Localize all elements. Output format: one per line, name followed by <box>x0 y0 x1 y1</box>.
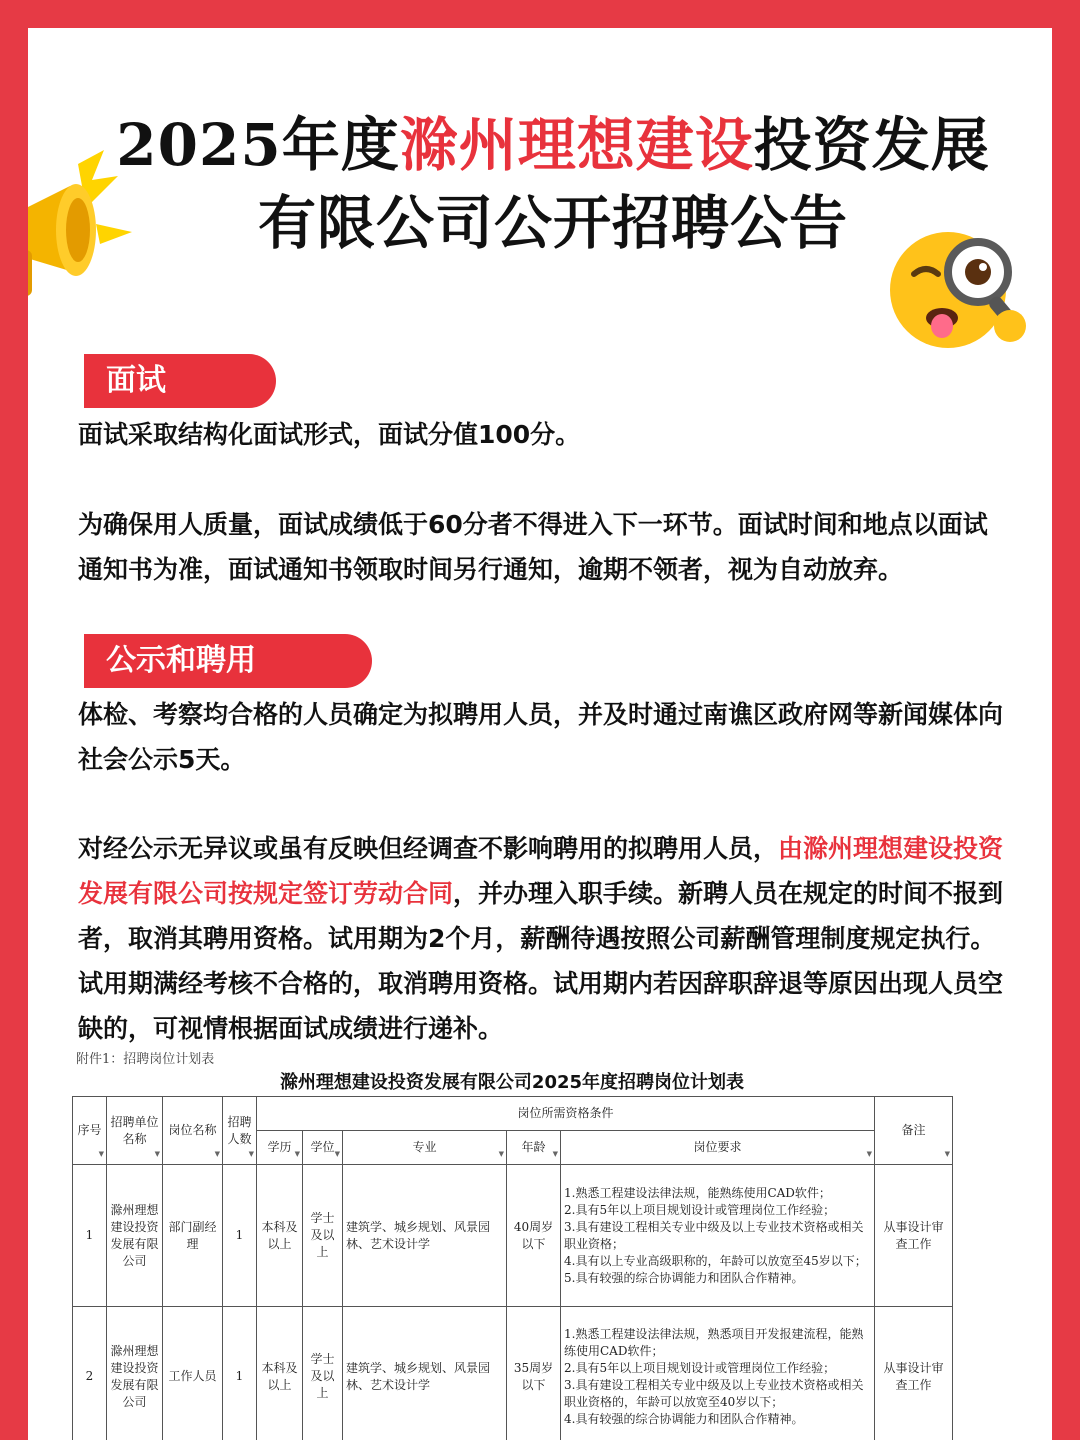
cell-education: 本科及以上 <box>257 1165 303 1307</box>
interview-paragraph-1: 面试采取结构化面试形式，面试分值100分。 <box>78 420 581 449</box>
recruitment-plan-table <box>72 1096 953 1440</box>
title-suffix: 投资发展有限公司公开招聘公告 <box>257 111 990 257</box>
header-remark: 备注 ▼ <box>875 1097 953 1165</box>
cell-seq: 2 <box>73 1307 107 1440</box>
magnifier-emoji-icon <box>886 214 1036 364</box>
attachment-table-image <box>72 1044 952 1440</box>
header-unit: 招聘单位名称 ▼ <box>107 1097 163 1165</box>
attachment-note: 附件1：招聘岗位计划表 <box>76 1052 215 1067</box>
cell-unit: 滁州理想建设投资发展有限公司 <box>107 1307 163 1440</box>
header-degree: 学位 ▼ <box>303 1131 343 1165</box>
table-row <box>73 1307 953 1440</box>
cell-duties: 1.熟悉工程建设法律法规，熟悉项目开发报建流程，能熟练使用CAD软件； 2.具有5年以上项目规划设计或管理岗位工作经验； 3.具有建设工程相关专业中级及以上专业技术资格或相关职业资格的，年龄可以放宽至40岁以下； 4.具有较强的综合协调能力和团队合作精神。 <box>561 1307 875 1440</box>
header-count: 招聘人数 ▼ <box>223 1097 257 1165</box>
cell-position: 部门副经理 <box>163 1165 223 1307</box>
page-title <box>88 106 1018 262</box>
cell-education: 本科及以上 <box>257 1307 303 1440</box>
section-heading-publicity: 公示和聘用 <box>84 634 372 688</box>
publicity-p2-highlight: 由滁州理想建设投资发展有限公司按规定签订劳动合同 <box>78 834 1004 908</box>
section-heading-interview: 面试 <box>84 354 276 408</box>
title-prefix: 2025年度 <box>116 111 400 179</box>
interview-paragraph-2: 为确保用人质量，面试成绩低于60分者不得进入下一环节。面试时间和地点以面试通知书为准，面试通知书领取时间另行通知，逾期不领者，视为自动放弃。 <box>78 510 988 584</box>
header-major: 专业 ▼ <box>343 1131 507 1165</box>
cell-remark: 从事设计审查工作 <box>875 1165 953 1307</box>
poster-page <box>28 28 1052 1440</box>
header-duties: 岗位要求 ▼ <box>561 1131 875 1165</box>
title-highlight: 滁州理想建设 <box>399 111 754 179</box>
publicity-p2-end: ，并办理入职手续。新聘人员在规定的时间不报到者，取消其聘用资格。试用期为2个月，薪酬待遇按照公司薪酬管理制度规定执行。试用期满经考核不合格的，取消聘用资格。试用期内若因辞职辞退等原因出现人员空缺的，可视情根据面试成绩进行递补。 <box>78 879 1004 1043</box>
cell-unit: 滁州理想建设投资发展有限公司 <box>107 1165 163 1307</box>
header-position: 岗位名称 ▼ <box>163 1097 223 1165</box>
cell-major: 建筑学、城乡规划、风景园林、艺术设计学 <box>343 1165 507 1307</box>
cell-remark: 从事设计审查工作 <box>875 1307 953 1440</box>
cell-age: 35周岁以下 <box>507 1307 561 1440</box>
cell-age: 40周岁以下 <box>507 1165 561 1307</box>
cell-seq: 1 <box>73 1165 107 1307</box>
cell-major: 建筑学、城乡规划、风景园林、艺术设计学 <box>343 1307 507 1440</box>
publicity-paragraph-1: 体检、考察均合格的人员确定为拟聘用人员，并及时通过南谯区政府网等新闻媒体向社会公示5天。 <box>78 700 1004 774</box>
table-row <box>73 1165 953 1307</box>
cell-count: 1 <box>223 1165 257 1307</box>
header-age: 年龄 ▼ <box>507 1131 561 1165</box>
publicity-p2-start: 对经公示无异议或虽有反映但经调查不影响聘用的拟聘用人员， <box>78 834 779 863</box>
header-seq: 序号 ▼ <box>73 1097 107 1165</box>
cell-count: 1 <box>223 1307 257 1440</box>
cell-position: 工作人员 <box>163 1307 223 1440</box>
cell-degree: 学士及以上 <box>303 1165 343 1307</box>
attachment-title: 滁州理想建设投资发展有限公司2025年度招聘岗位计划表 <box>279 1072 745 1093</box>
header-education: 学历 ▼ <box>257 1131 303 1165</box>
cell-degree: 学士及以上 <box>303 1307 343 1440</box>
header-requirements: 岗位所需资格条件 <box>257 1097 875 1131</box>
publicity-paragraph-2 <box>78 826 1008 1051</box>
cell-duties: 1.熟悉工程建设法律法规，能熟练使用CAD软件； 2.具有5年以上项目规划设计或管理岗位工作经验； 3.具有建设工程相关专业中级及以上专业技术资格或相关职业资格； 4.具有以上专业高级职称的，年龄可以放宽至45岁以下； 5.具有较强的综合协调能力和团队合作精神。 <box>561 1165 875 1307</box>
